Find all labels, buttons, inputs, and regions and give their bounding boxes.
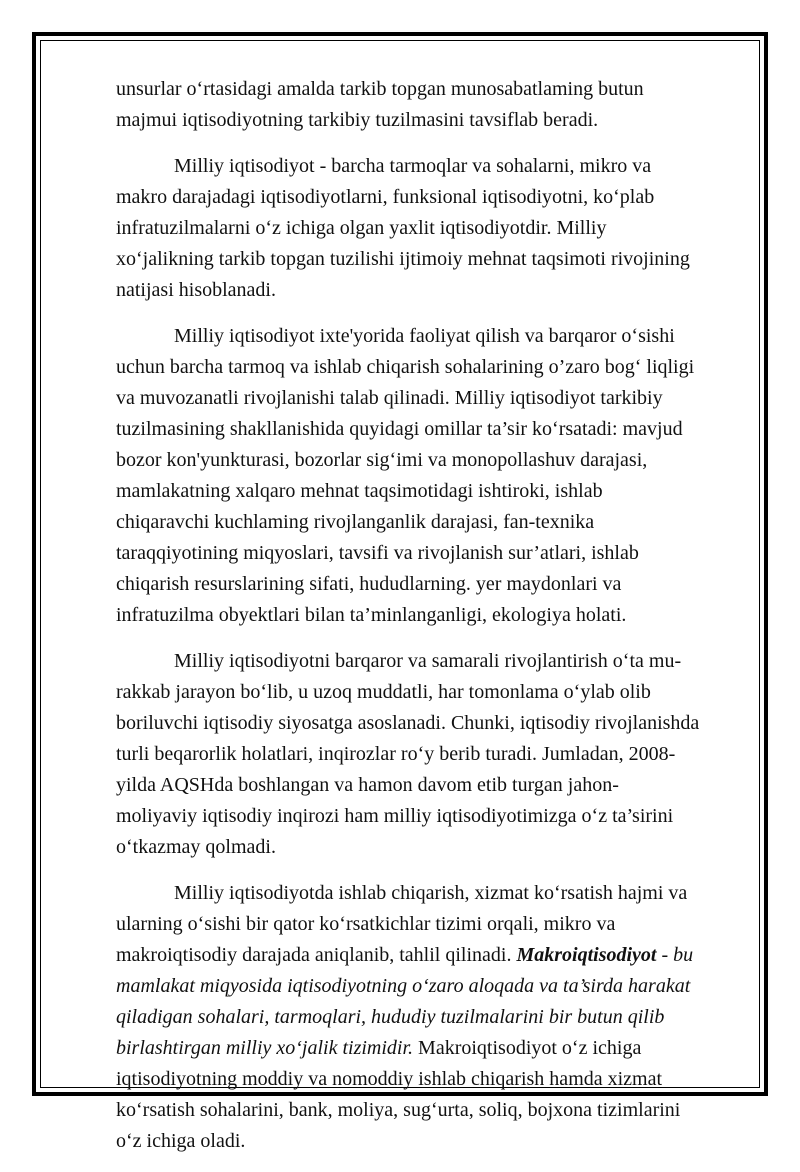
paragraph-1-line-2: majmui iqtisodiyotning tarkibiy tuzilmasini tavsiflab beradi. <box>116 109 599 131</box>
paragraph-3-line-4: tuzilmasining shakllanishida quyidagi omillar ta’sir ko‘rsatadi: mavjud <box>116 418 683 440</box>
paragraph-3-line-9: chiqarish resurslarining sifati, hududlarning. yer maydonlari va <box>116 573 622 595</box>
paragraph-3-line-1: Milliy iqtisodiyot ixte'yorida faoliyat qilish va barqaror o‘sishi <box>174 325 675 347</box>
definition-start: - bu <box>656 944 694 966</box>
paragraph-5-line-7: iqtisodiyotning moddiy va nomoddiy ishlab chiqarish hamda xizmat <box>116 1068 663 1090</box>
paragraph-5-line-2: ularning o‘sishi bir qator ko‘rsatkichlar tizimi orqali, mikro va <box>116 913 616 935</box>
paragraph-3-line-8: taraqqiyotining miqyoslari, tavsifi va rivojlanish sur’atlari, ishlab <box>116 542 639 564</box>
paragraph-2-line-4: xo‘jalikning tarkib topgan tuzilishi ijtimoiy mehnat taqsimoti rivojining <box>116 248 690 270</box>
paragraph-2-line-1: Milliy iqtisodiyot - barcha tarmoqlar va sohalarni, mikro va <box>174 155 652 177</box>
definition-line-2: qiladigan sohalari, tarmoqlari, hududiy tuzilmalarini bir butun qilib <box>116 1006 665 1028</box>
paragraph-1 <box>116 74 746 136</box>
paragraph-4-line-6: moliyaviy iqtisodiy inqirozi ham milliy iqtisodiyotimizga o‘z ta’sirini <box>116 805 674 827</box>
definition-line-1: mamlakat miqyosida iqtisodiyotning o‘zaro aloqada va ta’sirda harakat <box>116 975 691 997</box>
paragraph-4-line-5: yilda AQSHda boshlangan va hamon davom etib turgan jahon- <box>116 774 619 796</box>
document-body <box>116 74 746 1172</box>
paragraph-3-line-2: uchun barcha tarmoq va ishlab chiqarish sohalarining o’zaro bog‘ liqligi <box>116 356 695 378</box>
paragraph-4-line-7: o‘tkazmay qolmadi. <box>116 836 276 858</box>
paragraph-1-line-1: unsurlar o‘rtasidagi amalda tarkib topgan munosabatlaming butun <box>116 78 644 100</box>
paragraph-3-line-7: chiqaravchi kuchlaming rivojlanganlik darajasi, fan-texnika <box>116 511 595 533</box>
paragraph-5-line-8: ko‘rsatish sohalarini, bank, moliya, sug‘urta, soliq, bojxona tizimlarini <box>116 1099 681 1121</box>
paragraph-2 <box>116 151 746 306</box>
paragraph-4-line-2: rakkab jarayon bo‘lib, u uzoq muddatli, har tomonlama o‘ylab olib <box>116 681 651 703</box>
paragraph-2-line-3: infratuzilmalarni o‘z ichiga olgan yaxlit iqtisodiyotdir. Milliy <box>116 217 607 239</box>
paragraph-3-line-10: infratuzilma obyektlari bilan ta’minlanganligi, ekologiya holati. <box>116 604 627 626</box>
definition-line-3: birlashtirgan milliy xo‘jalik tizimidir. <box>116 1037 414 1059</box>
paragraph-4 <box>116 646 746 863</box>
paragraph-2-line-2: makro darajadagi iqtisodiyotlarni, funksional iqtisodiyotni, ko‘plab <box>116 186 655 208</box>
paragraph-4-line-1: Milliy iqtisodiyotni barqaror va samarali rivojlantirish o‘ta mu- <box>174 650 682 672</box>
paragraph-5-line-9: o‘z ichiga oladi. <box>116 1130 246 1152</box>
paragraph-5-line-1: Milliy iqtisodiyotda ishlab chiqarish, xizmat ko‘rsatish hajmi va <box>174 882 688 904</box>
paragraph-2-line-5: natijasi hisoblanadi. <box>116 279 276 301</box>
paragraph-3 <box>116 321 746 631</box>
paragraph-4-line-3: boriluvchi iqtisodiy siyosatga asoslanadi. Chunki, iqtisodiy rivojlanishda <box>116 712 700 734</box>
paragraph-5-line-6-text: Makroiqtisodiyot o‘z ichiga <box>413 1037 642 1059</box>
paragraph-4-line-4: turli beqarorlik holatlari, inqirozlar ro‘y berib turadi. Jumladan, 2008- <box>116 743 676 765</box>
paragraph-5 <box>116 878 746 1157</box>
paragraph-3-line-6: mamlakatning xalqaro mehnat taqsimotidagi ishtiroki, ishlab <box>116 480 603 502</box>
term-makroiqtisodiyot: Makroiqtisodiyot <box>516 944 657 966</box>
paragraph-5-line-3-text: makroiqtisodiy darajada aniqlanib, tahlil qilinadi. <box>116 944 517 966</box>
paragraph-3-line-5: bozor kon'yunkturasi, bozorlar sig‘imi va monopollashuv darajasi, <box>116 449 648 471</box>
paragraph-3-line-3: va muvozanatli rivojlanishi talab qilinadi. Milliy iqtisodiyot tarkibiy <box>116 387 663 409</box>
